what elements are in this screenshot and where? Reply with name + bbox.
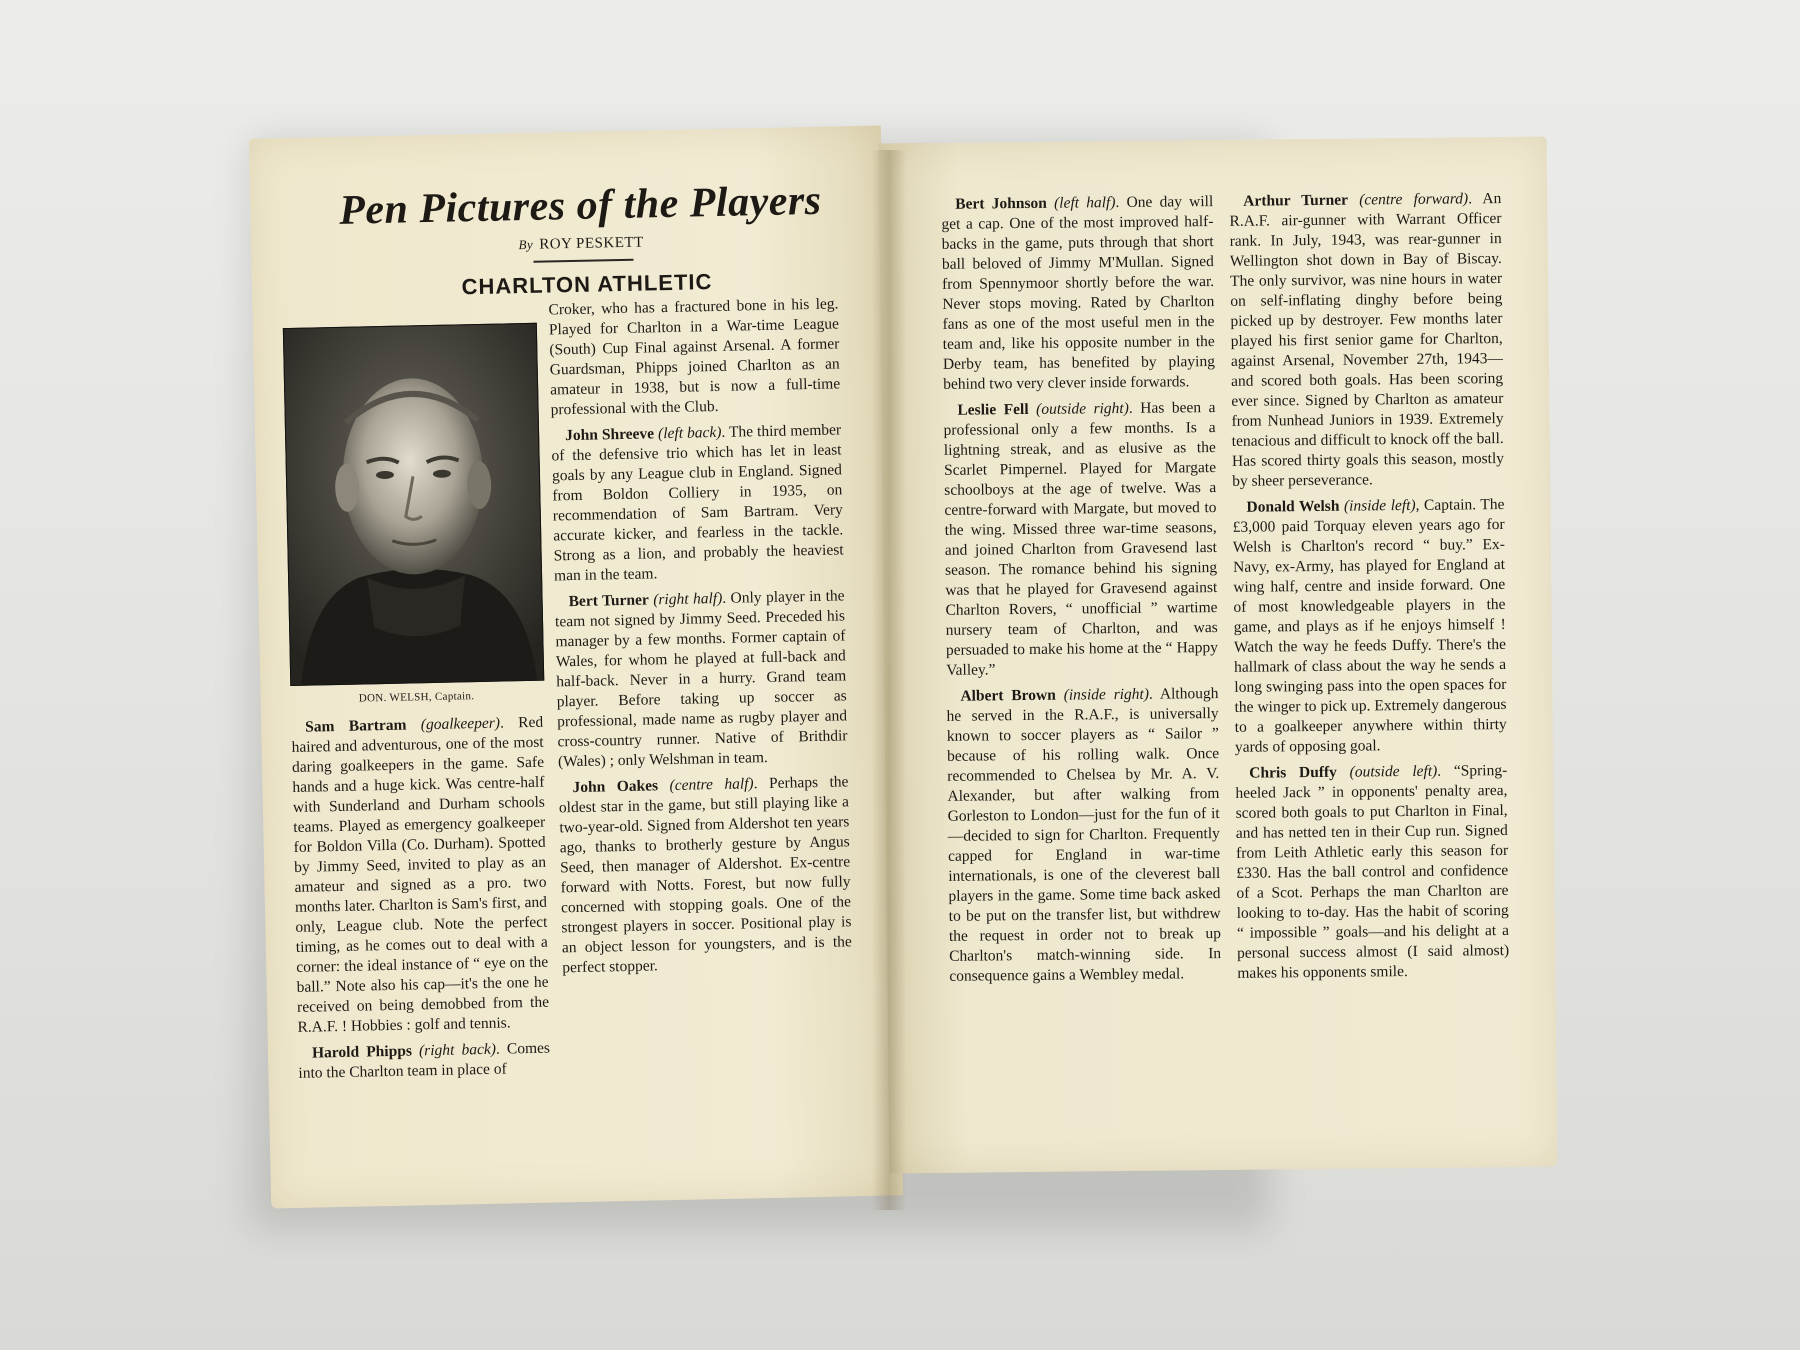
player-name: Arthur Turner bbox=[1243, 191, 1349, 210]
player-bio: . One day will get a cap. One of the most improved half-backs in the game, puts through that short ball beloved of Jimmy M'Mullan. Signed from Spennymoor shortly before the war. Never stops moving. Rated by Charlton fans as one of the most useful men in the team and, like his opposite number in the Derby team, has benefited by playing behind two very clever inside forwards. bbox=[941, 193, 1216, 393]
title-rule bbox=[533, 259, 633, 263]
player-name: Albert Brown bbox=[960, 686, 1056, 705]
player-name: John Oakes bbox=[572, 777, 659, 797]
player-entry bbox=[1229, 189, 1504, 492]
left-page bbox=[249, 125, 903, 1208]
player-name: Leslie Fell bbox=[957, 400, 1029, 419]
player-name: Chris Duffy bbox=[1249, 763, 1337, 782]
player-bio: . Perhaps the oldest star in the game, but still playing like a two-year-old. Signed from Aldershot ten years ago, thanks to brotherly gesture by Angus Seed, then manager of Aldershot. Ex-centre forward with Notts. Forest, but now fully concerned with stopping goals. One of the strongest players in soccer. Positional play is an object lesson for youngsters, and is the perfect stopper. bbox=[558, 773, 852, 977]
player-entry-continued bbox=[548, 294, 840, 420]
author-name: ROY PESKETT bbox=[539, 234, 644, 253]
player-bio: , Captain. The £3,000 paid Torquay eleven years ago for Welsh is Charlton's record “ buy.” Ex-Navy, ex-Army, has played for England at wing half, centre and inside forward. One of most knowledgeable players in the game, and plays as if he enjoys himself ! Watch the way he feeds Duffy. There's the hallmark of class about the way he sends a long swinging pass into the open spaces for the winger to pick up. Extremely dangerous to a goalkeeper anywhere within thirty yards of opposing goal. bbox=[1232, 495, 1507, 756]
player-entry bbox=[551, 420, 844, 586]
player-position: (left back) bbox=[657, 423, 722, 443]
player-bio: . “Spring-heeled Jack ” in opponents' penalty area, scored both goals to put Charlton in Final, and has netted ten in their Cup run. Signed from Leith Athletic early this season for £330. Has the ball control and confidence of a Scot. Perhaps the man Charlton are looking to to-day. Has the habit of scoring “ impossible ” goals—and his delight at a personal success almost (I said almost) makes his opponents smile. bbox=[1235, 761, 1510, 982]
right-column-1 bbox=[941, 192, 1221, 993]
player-position: (goalkeeper) bbox=[420, 714, 501, 734]
photo-caption: DON. WELSH, Captain. bbox=[358, 690, 475, 705]
player-name: Bert Johnson bbox=[955, 194, 1047, 213]
player-name: Donald Welsh bbox=[1246, 497, 1340, 516]
player-position: (inside left) bbox=[1343, 496, 1416, 515]
player-entry bbox=[558, 772, 852, 978]
player-bio: . Red haired and adventurous, one of the most daring goalkeepers in the game. Safe hands and a huge kick. Was centre-half with Sunderland and Durham schools teams. Played as emergency goalkeeper for Boldon Villa (Co. Durham). Spotted by Jimmy Seed, invited to play as an amateur and signed as a pro. two months later. Charlton is Sam's first, and only, League club. Note the perfect timing, as he comes out to deal with a corner: the ideal instance of “ eye on the ball.” Note also his cap—it's the one he received on being demobbed from the R.A.F. ! Hobbies : golf and tennis. bbox=[291, 713, 550, 1036]
player-bio: . Comes into the Charlton team in place of bbox=[298, 1039, 551, 1082]
player-entry bbox=[1235, 761, 1509, 984]
player-bio: . Only player in the team not signed by Jimmy Seed. Preceded his manager by a few months. Former captain of Wales, for whom he played at full-back and half-back. Never in a hurry. Grand team player. Before taking up soccer as professional, made name as rugby player and cross-country runner. Native of Brithdir (Wales) ; only Welshman in team. bbox=[554, 587, 848, 771]
player-name: John Shreeve bbox=[564, 425, 655, 445]
player-entry bbox=[291, 713, 550, 1038]
player-bio: . The third member of the defensive trio which has let in least goals by any League club in England. Signed from Boldon Colliery in 1935, on recommendation of Sam Bartram. Very accurate kicker, and fearless in the tackle. Strong as a lion, and probably the heaviest man in the team. bbox=[551, 421, 844, 585]
player-position: (outside left) bbox=[1349, 762, 1438, 781]
right-column-2 bbox=[1229, 189, 1509, 990]
player-bio: . Has been a professional only a few months. Is a lightning streak, and as elusive as the Scarlet Pimpernel. Played for Margate schoolboys at the age of twelve. Was a centre-forward with Margate, but moved to the wing. Missed three war-time seasons, and joined Charlton from Gravesend last season. The romance behind his signing was that he played for Gravesend against Charlton Rovers, “ unofficial ” wartime nursery team of Charlton, and was persuaded to make his home at the “ Happy Valley.” bbox=[943, 399, 1219, 679]
player-name: Harold Phipps bbox=[311, 1042, 413, 1062]
left-column-1 bbox=[291, 713, 551, 1090]
player-bio: . An R.A.F. air-gunner with Warrant Officer rank. In July, 1943, was rear-gunner in Wellington shot down in Bay of Biscay. The only survivor, was nine hours in water on self-inflating dinghy before being picked up by destroyer. Few months later played his first senior game for Charlton, against Arsenal, November 27th, 1943—and scored both goals. Has been scoring ever since. Signed by Charlton as amateur from Nunhead Juniors in 1939. Extremely tenacious and difficult to knock off the ball. Has scored thirty goals this season, mostly by sheer perseverance. bbox=[1229, 190, 1505, 490]
player-entry bbox=[946, 684, 1221, 987]
player-position: (outside right) bbox=[1036, 399, 1129, 418]
player-position: (left half) bbox=[1053, 194, 1116, 212]
byline bbox=[431, 233, 731, 256]
book-spine-gutter bbox=[872, 150, 906, 1210]
player-position: (inside right) bbox=[1063, 685, 1150, 704]
player-entry bbox=[941, 192, 1215, 395]
left-column-2 bbox=[548, 294, 852, 984]
player-entry bbox=[554, 586, 848, 772]
player-position: (centre forward) bbox=[1359, 190, 1469, 209]
byline-prefix: By bbox=[518, 236, 534, 253]
player-entry bbox=[1232, 495, 1507, 758]
player-bio: Croker, who has a fractured bone in his leg. Played for Charlton in a War-time League (South) Cup Final against Arsenal. A former Guardsman, Phipps joined Charlton as an amateur in 1938, but is now a full-time professional with the Club. bbox=[548, 295, 841, 419]
player-bio: . Although he served in the R.A.F., is universally known to soccer players as “ Sailor ” because of his rolling walk. Once recommended to Chelsea by Mr. A. V. Alexander, but after walking from Gorleston to London—just for the fun of it—decided to sign for Charlton. Frequently capped for England in war-time internationals, is one of the cleverest ball players in the game. Some time back asked to be put on the transfer list, but withdrew the request in order not to break up Charlton's match-winning side. In consequence gains a Wembley medal. bbox=[946, 684, 1222, 985]
player-entry bbox=[943, 398, 1218, 681]
right-page bbox=[879, 137, 1558, 1174]
portrait-image bbox=[284, 324, 543, 685]
player-name: Bert Turner bbox=[568, 591, 650, 611]
player-name: Sam Bartram bbox=[305, 716, 407, 736]
player-position: (right back) bbox=[418, 1040, 497, 1060]
player-position: (right half) bbox=[653, 589, 723, 609]
team-heading: CHARLTON ATHLETIC bbox=[461, 269, 713, 300]
captain-photo bbox=[283, 323, 544, 686]
player-position: (centre half) bbox=[669, 775, 754, 795]
page-title: Pen Pictures of the Players bbox=[338, 177, 822, 234]
player-entry bbox=[298, 1039, 551, 1084]
